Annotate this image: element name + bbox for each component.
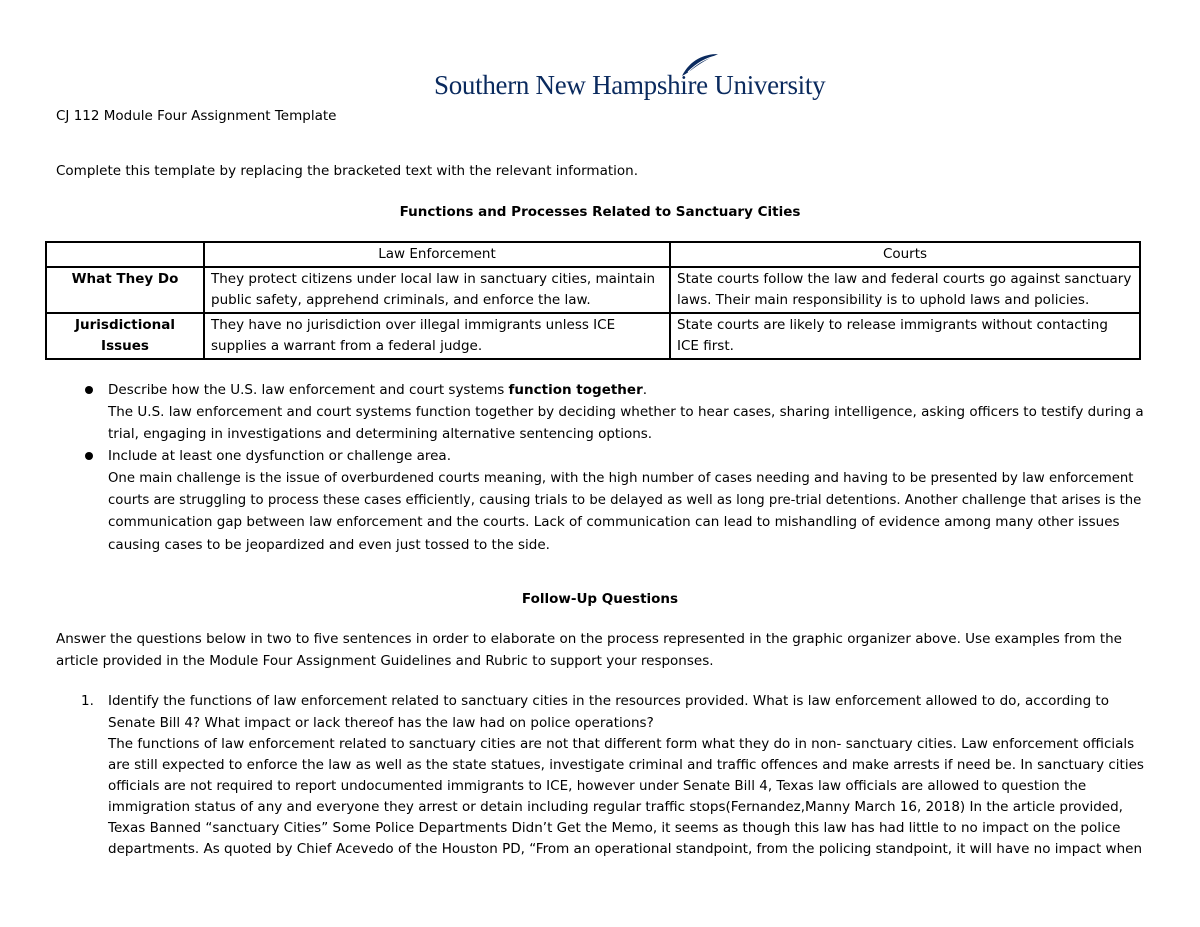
- table-row: [46, 267, 1140, 313]
- answer-line: causing cases to be jeopardized and even just tossed to the side.: [108, 537, 550, 553]
- answer-line: Texas Banned “sanctuary Cities” Some Police Departments Didn’t Get the Memo, it seems as though this law has had little to no impact on the police: [108, 820, 1121, 836]
- answer-line: The functions of law enforcement related to sanctuary cities are not that different form what they do in non- sanctuary cities. Law enforcement officials: [108, 736, 1135, 752]
- row-label: Jurisdictional Issues: [46, 313, 204, 359]
- prompt-text: Include at least one: [108, 448, 246, 464]
- prompt-end: .: [446, 448, 451, 464]
- bullet-prompt: [108, 446, 451, 467]
- prompt-emphasis: function together: [508, 382, 643, 398]
- table-row: [46, 313, 1140, 359]
- followup-heading: Follow-Up Questions: [521, 591, 679, 607]
- table-header-law-enforcement: Law Enforcement: [204, 242, 670, 267]
- instructions-text: Complete this template by replacing the bracketed text with the relevant information.: [56, 163, 639, 179]
- table-header-courts: Courts: [670, 242, 1140, 267]
- courts-cell: State courts are likely to release immigrants without contacting ICE first.: [670, 313, 1140, 359]
- answer-line: communication gap between law enforcement and the courts. Lack of communication can lead to mishandling of evidence among many other issues: [108, 514, 1120, 530]
- prompt-end: .: [642, 382, 648, 398]
- intro-line: Answer the questions below in two to five sentences in order to elaborate on the process represented in the graphic organizer above. Use examples from the: [56, 631, 1122, 647]
- logo-wordmark: Southern New Hampshire University: [434, 70, 826, 100]
- prompt-emphasis: dysfunction or challenge area: [245, 448, 447, 464]
- prompt-text: Describe how the U.S. law enforcement and court systems: [108, 382, 509, 398]
- answer-line: departments. As quoted by Chief Acevedo of the Houston PD, “From an operational standpoint, from the policing standpoint, it will have no impact when: [108, 841, 1142, 857]
- functions-table: [45, 241, 1141, 360]
- table-header-row: [46, 242, 1140, 267]
- answer-line: officials are not required to report undocumented immigrants to ICE, however under Senate Bill 4, Texas law officials are allowed to question the: [108, 778, 1087, 794]
- bullet-prompt: [108, 380, 647, 401]
- law-enforcement-cell: They have no jurisdiction over illegal immigrants unless ICE supplies a warrant from a federal judge.: [204, 313, 670, 359]
- table-header-empty: [46, 242, 204, 267]
- courts-cell: State courts follow the law and federal courts go against sanctuary laws. Their main responsibility is to uphold laws and policies.: [670, 267, 1140, 313]
- answer-line: immigration status of any and everyone they arrest or detain including regular traffic stops(Fernandez,Manny March 16, 2018) In the article provided,: [108, 799, 1123, 815]
- leaf-icon: [680, 52, 720, 78]
- law-enforcement-cell: They protect citizens under local law in sanctuary cities, maintain public safety, apprehend criminals, and enforce the law.: [204, 267, 670, 313]
- bullet-dot-icon: [85, 452, 93, 460]
- row-label: What They Do: [46, 267, 204, 313]
- answer-line: trial, engaging in investigations and determining alternative sentencing options.: [108, 426, 653, 442]
- answer-line: courts are struggling to process these cases efficiently, causing trials to be delayed as well as long pre-trial detentions. Another challenge that arises is the: [108, 493, 1142, 508]
- question-line: Identify the functions of law enforcement related to sanctuary cities in the resources provided. What is law enforcement allowed to do, according to: [108, 693, 1109, 709]
- bullet-dot-icon: [85, 386, 93, 394]
- question-line: Senate Bill 4? What impact or lack thereof has the law had on police operations?: [108, 715, 654, 731]
- answer-line: One main challenge is the issue of overburdened courts meaning, with the high number of cases needing and having to be presented by law enforcement: [108, 471, 1134, 486]
- table-heading: Functions and Processes Related to Sanctuary Cities: [399, 204, 801, 220]
- university-logo: [434, 52, 826, 104]
- intro-line: article provided in the Module Four Assignment Guidelines and Rubric to support your responses.: [56, 653, 714, 669]
- answer-line: The U.S. law enforcement and court systems function together by deciding whether to hear cases, sharing intelligence, asking officers to testify during a: [108, 404, 1144, 420]
- question-number: 1.: [81, 693, 94, 709]
- answer-line: are still expected to enforce the law as well as the state statues, investigate criminal and traffic offences and make arrests if need be. In sanctuary cities: [108, 757, 1144, 773]
- document-title: CJ 112 Module Four Assignment Template: [56, 108, 337, 124]
